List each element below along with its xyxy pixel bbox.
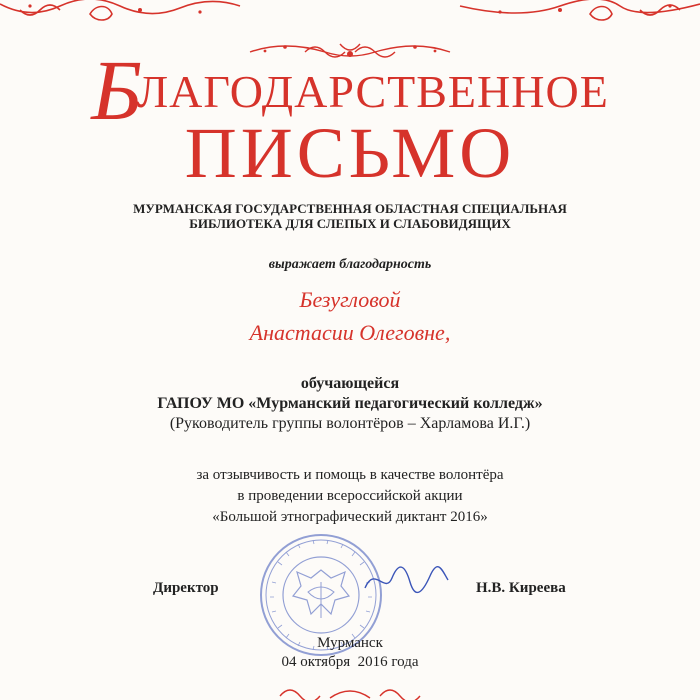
bottom-ornament-border bbox=[0, 682, 700, 700]
affiliation-status: обучающейся bbox=[300, 375, 400, 392]
organization-name bbox=[0, 201, 700, 231]
title-line1-rest: ЛАГОДАРСТВЕННОЕ bbox=[136, 66, 609, 117]
top-ornament-border bbox=[0, 0, 700, 30]
city: Мурманск bbox=[317, 635, 383, 651]
affiliation-college: ГАПОУ МО «Мурманский педагогический колледж» bbox=[157, 395, 543, 412]
gratitude-reason bbox=[0, 465, 700, 528]
title-ornament bbox=[245, 38, 455, 64]
place-and-date bbox=[0, 634, 700, 672]
reason-line3: «Большой этнографический диктант 2016» bbox=[212, 509, 488, 525]
director-name: Н.В. Киреева bbox=[476, 580, 566, 596]
director-label: Директор bbox=[153, 580, 219, 596]
organization-line1: МУРМАНСКАЯ ГОСУДАРСТВЕННАЯ ОБЛАСТНАЯ СПЕЦИАЛЬНАЯ bbox=[133, 201, 567, 216]
affiliation-supervisor: (Руководитель группы волонтёров – Харламова И.Г.) bbox=[169, 415, 531, 432]
organization-line2: БИБЛИОТЕКА ДЛЯ СЛЕПЫХ И СЛАБОВИДЯЩИХ bbox=[189, 216, 511, 231]
recipient-name bbox=[0, 283, 700, 349]
reason-line1: за отзывчивость и помощь в качестве волонтёра bbox=[196, 467, 504, 483]
gratitude-phrase: выражает благодарность bbox=[268, 257, 432, 272]
letter-title-line2: ПИСЬМО bbox=[184, 113, 516, 193]
title-initial-capital: Б bbox=[91, 42, 143, 138]
director-signature bbox=[360, 560, 450, 600]
recipient-surname: Безугловой bbox=[299, 287, 401, 312]
recipient-given-names: Анастасии Олеговне, bbox=[249, 320, 451, 345]
issue-date: 04 октября 2016 года bbox=[281, 654, 419, 670]
reason-line2: в проведении всероссийской акции bbox=[237, 488, 463, 504]
affiliation-block bbox=[0, 374, 700, 434]
